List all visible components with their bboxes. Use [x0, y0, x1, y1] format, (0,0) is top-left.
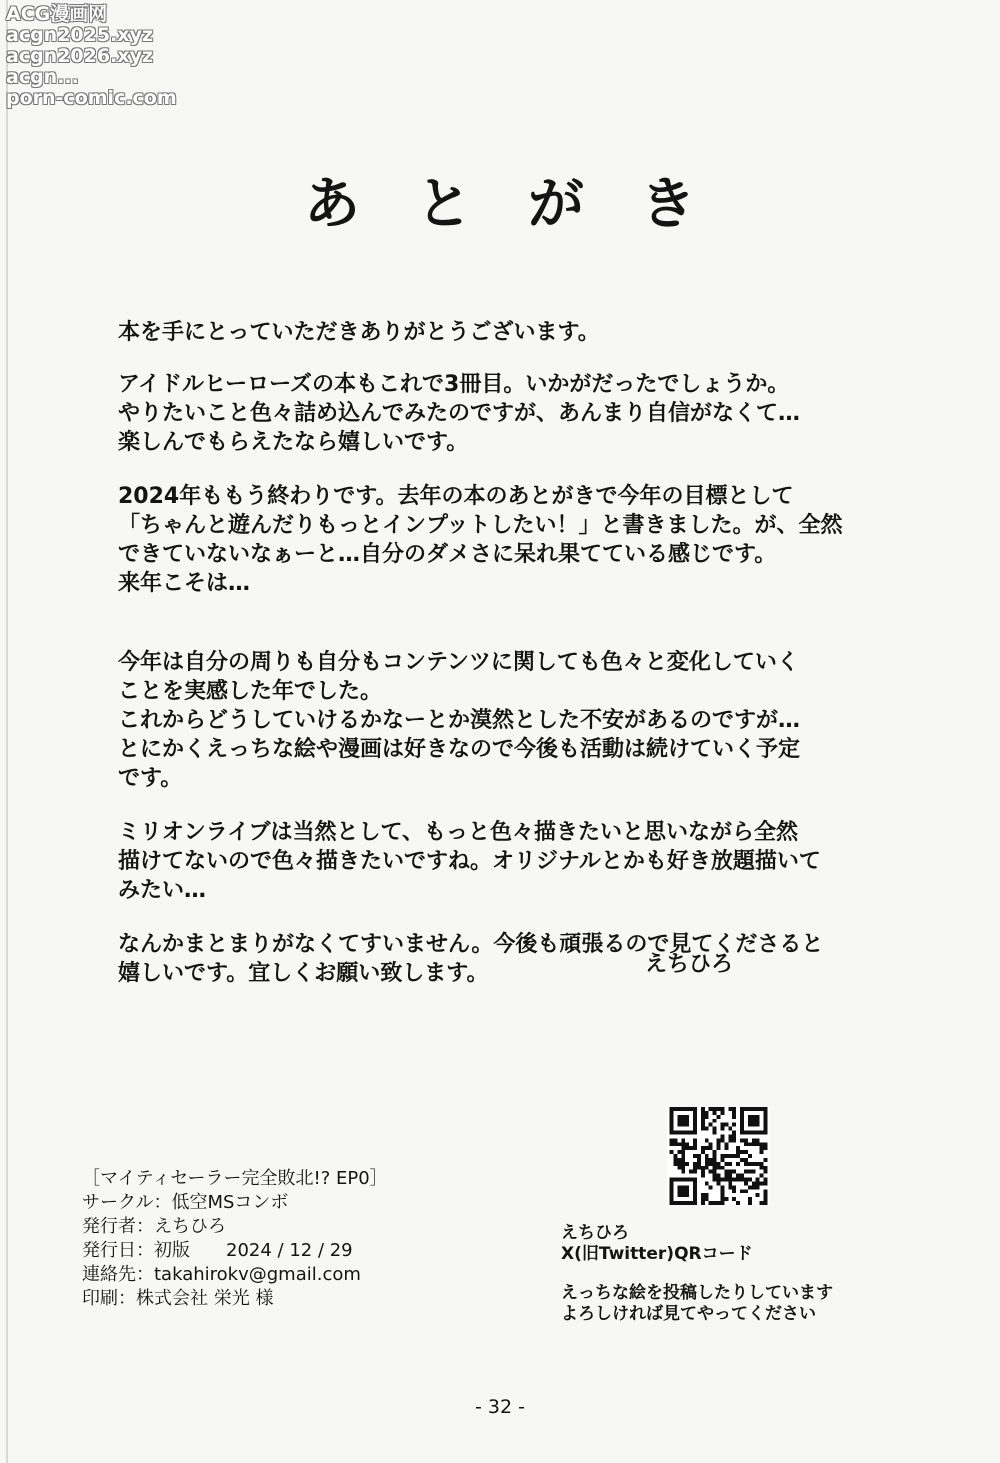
colophon-date: 発行日：初版 2024 / 12 / 29 — [82, 1240, 353, 1261]
watermark-line: acgn2026.xyz — [6, 45, 154, 67]
qr-note-line: よろしければ見てやってください — [561, 1304, 816, 1324]
watermark-line: acgn2025.xyz — [6, 24, 154, 46]
watermark — [6, 4, 177, 109]
qr-code[interactable] — [667, 1107, 770, 1205]
paragraph-thanks: 本を手にとっていただきありがとうございます。 — [118, 320, 600, 345]
paragraph-year-end: 2024年ももう終わりです。去年の本のあとがきで今年の目標として 「ちゃんと遊んだりもっとインプットしたい！」と書きました。が、全然 できていないなぁーと…自分のダメさに呆れ果てている感じです。 来年こそは… — [118, 484, 843, 596]
colophon — [82, 1167, 388, 1311]
qr-caption — [561, 1223, 753, 1265]
watermark-line: porn-comic.com — [6, 87, 177, 109]
paragraph-third-book: アイドルヒーローズの本もこれで3冊目。いかがだったでしょうか。 やりたいこと色々詰め込んでみたのですが、あんまり自信がなくて… 楽しんでもらえたなら嬉しいです。 — [118, 372, 801, 455]
colophon-publisher: 発行者：えちひろ — [82, 1216, 226, 1237]
watermark-line: ACG漫画网 — [6, 3, 108, 25]
paragraph-million-live: ミリオンライブは当然として、もっと色々描きたいと思いながら全然 描けてないので色々描きたいですね。オリジナルとかも好き放題描いて みたい… — [118, 820, 821, 903]
qr-note — [561, 1283, 833, 1325]
afterword-body — [118, 318, 878, 988]
colophon-printer: 印刷：株式会社 栄光 様 — [82, 1288, 274, 1309]
qr-caption-label: X(旧Twitter)QRコード — [561, 1244, 753, 1264]
colophon-title: ［マイティセーラー完全敗北!? EP0］ — [82, 1168, 388, 1189]
watermark-line: acgn... — [6, 66, 79, 88]
page-title: あとがき — [304, 171, 752, 237]
qr-caption-name: えちひろ — [561, 1223, 629, 1243]
paragraph-closing: なんかまとまりがなくてすいません。今後も頑張るので見てくださると 嬉しいです。宜しくお願い致します。 — [118, 932, 824, 986]
paragraph-changes: 今年は自分の周りも自分もコンテンツに関しても色々と変化していく ことを実感した年でした。 これからどうしていけるかなーとか漠然とした不安があるのですが… とにかくえっちな絵や漫画は好きなので今後も活動は続けていく予定 です。 — [118, 650, 801, 791]
qr-note-line: えっちな絵を投稿したりしています — [561, 1283, 833, 1303]
colophon-contact: 連絡先：takahirokv@gmail.com — [82, 1264, 361, 1285]
colophon-circle: サークル：低空MSコンボ — [82, 1192, 289, 1213]
author-signature: えちひろ — [645, 952, 734, 977]
page-number: - 32 - — [475, 1396, 525, 1418]
